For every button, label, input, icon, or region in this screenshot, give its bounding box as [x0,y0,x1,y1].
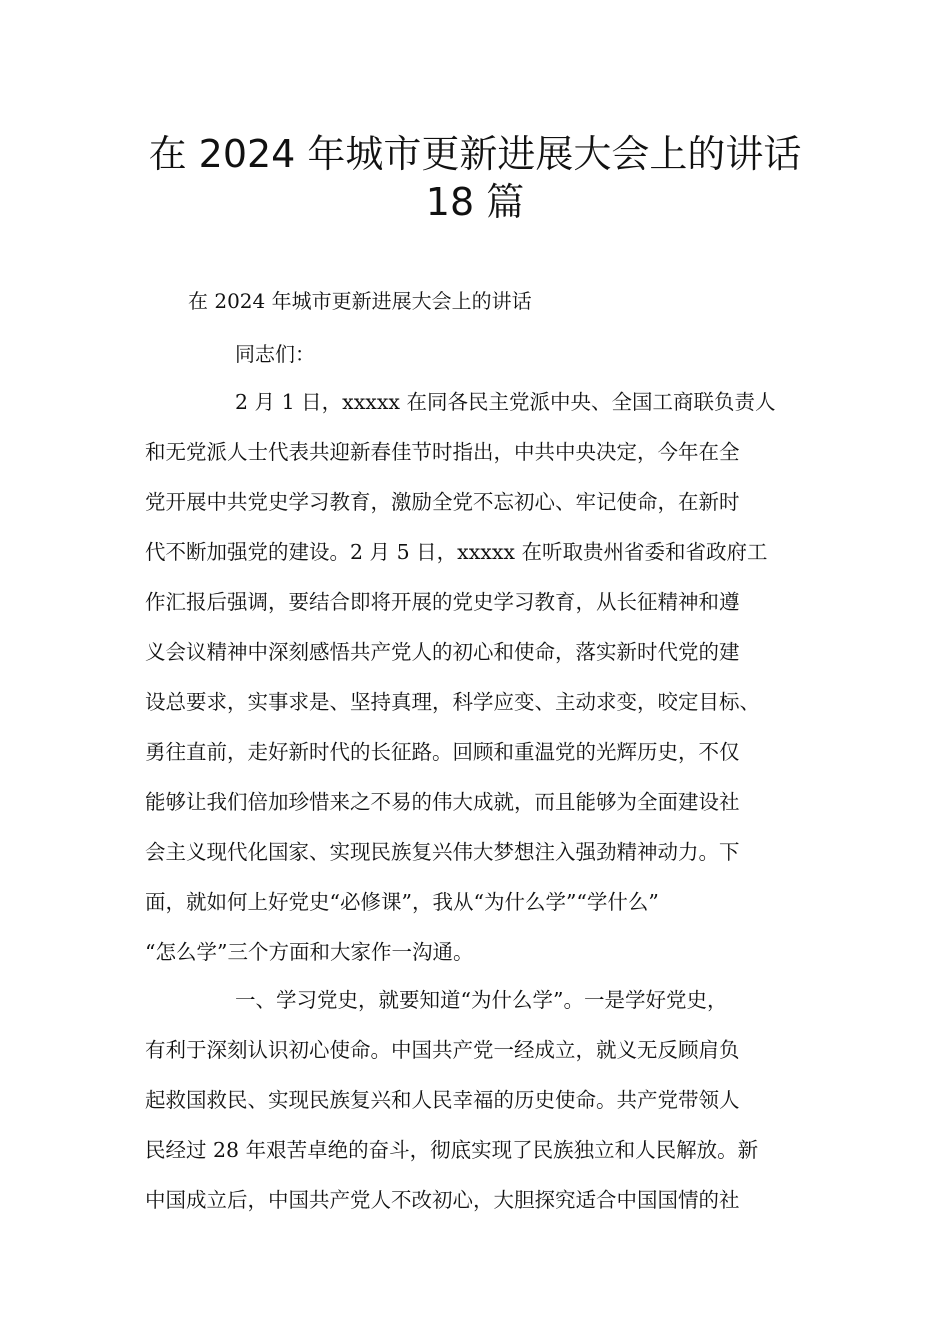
body-line: 有利于深刻认识初心使命。中国共产党一经成立，就义无反顾肩负 [145,1038,740,1062]
body-line: 一、学习党史，就要知道“为什么学”。一是学好党史， [235,988,728,1012]
body-line: 2 月 1 日，xxxxx 在同各民主党派中央、全国工商联负责人 [235,390,776,414]
document-title-line-2: 18 篇 [425,180,525,224]
body-line: 设总要求，实事求是、坚持真理，科学应变、主动求变，咬定目标、 [145,690,760,714]
body-line: 作汇报后强调，要结合即将开展的党史学习教育，从长征精神和遵 [145,590,740,614]
body-line: 面，就如何上好党史“必修课”，我从“为什么学”“学什么” [145,890,659,914]
body-line: 起救国救民、实现民族复兴和人民幸福的历史使命。共产党带领人 [145,1088,740,1112]
body-line: 会主义现代化国家、实现民族复兴伟大梦想注入强劲精神动力。下 [145,840,740,864]
document-title-line-1: 在 2024 年城市更新进展大会上的讲话 [148,132,802,176]
body-line: “怎么学”三个方面和大家作一沟通。 [145,940,474,964]
salutation: 同志们： [235,342,315,366]
speech-subtitle: 在 2024 年城市更新进展大会上的讲话 [188,289,532,313]
body-line: 义会议精神中深刻感悟共产党人的初心和使命，落实新时代党的建 [145,640,740,664]
body-line: 中国成立后，中国共产党人不改初心，大胆探究适合中国国情的社 [145,1188,740,1212]
body-line: 民经过 28 年艰苦卓绝的奋斗，彻底实现了民族独立和人民解放。新 [145,1138,759,1162]
body-line: 勇往直前，走好新时代的长征路。回顾和重温党的光辉历史，不仅 [145,740,740,764]
body-line: 和无党派人士代表共迎新春佳节时指出，中共中央决定，今年在全 [145,440,740,464]
body-line: 党开展中共党史学习教育，激励全党不忘初心、牢记使命，在新时 [145,490,740,514]
body-line: 能够让我们倍加珍惜来之不易的伟大成就，而且能够为全面建设社 [145,790,740,814]
body-line: 代不断加强党的建设。2 月 5 日，xxxxx 在听取贵州省委和省政府工 [145,540,768,564]
